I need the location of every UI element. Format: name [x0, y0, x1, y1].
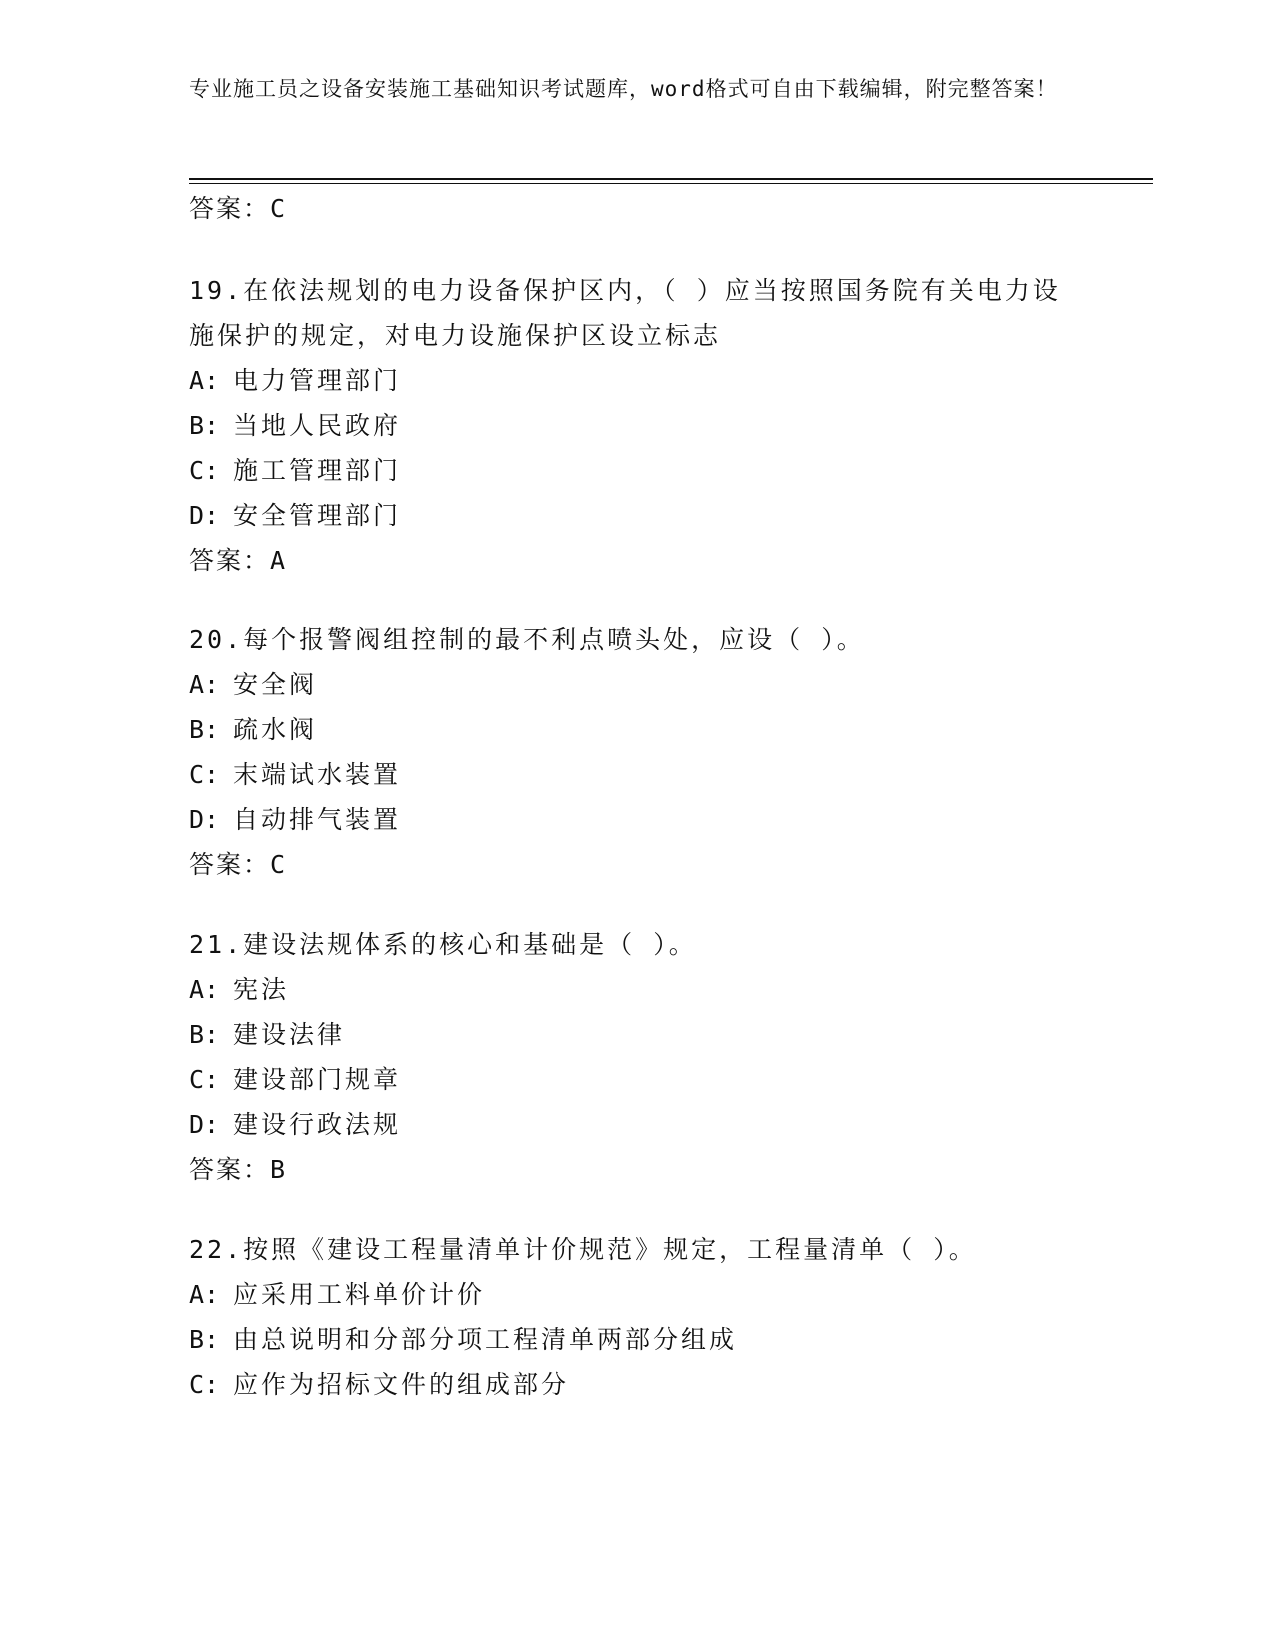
option-text: 电力管理部门	[233, 366, 402, 395]
answer-label: 答案：	[189, 546, 271, 575]
answer-value: A	[270, 546, 286, 575]
answer-label: 答案：	[189, 1155, 271, 1184]
option-text: 建设行政法规	[233, 1110, 402, 1139]
option-b	[189, 403, 1069, 448]
answer-label: 答案：	[189, 194, 271, 223]
option-letter: A:	[189, 1280, 220, 1309]
option-c	[189, 752, 1069, 797]
question-answer	[189, 538, 1069, 583]
option-letter: C:	[189, 1065, 220, 1094]
question-21	[189, 922, 1069, 1192]
option-d	[189, 1102, 1069, 1147]
answer-value: B	[270, 1155, 286, 1184]
answer-value: C	[270, 850, 286, 879]
option-letter: A:	[189, 366, 220, 395]
option-a	[189, 358, 1069, 403]
option-letter: D:	[189, 501, 220, 530]
option-c	[189, 448, 1069, 493]
option-letter: C:	[189, 760, 220, 789]
option-a	[189, 1272, 1069, 1317]
option-c	[189, 1057, 1069, 1102]
header-divider-thin	[189, 183, 1153, 184]
document-header: 专业施工员之设备安装施工基础知识考试题库，word格式可自由下载编辑，附完整答案！	[189, 77, 1058, 101]
option-letter: B:	[189, 715, 220, 744]
option-letter: C:	[189, 456, 220, 485]
option-b	[189, 707, 1069, 752]
option-text: 应采用工料单价计价	[233, 1280, 486, 1309]
question-answer	[189, 842, 1069, 887]
option-a	[189, 967, 1069, 1012]
option-text: 宪法	[233, 975, 290, 1004]
question-stem: 22.按照《建设工程量清单计价规范》规定，工程量清单（ ）。	[189, 1235, 977, 1264]
option-letter: C:	[189, 1370, 220, 1399]
question-answer	[189, 1147, 1069, 1192]
option-text: 应作为招标文件的组成部分	[233, 1370, 570, 1399]
option-text: 末端试水装置	[233, 760, 402, 789]
answer-value: C	[270, 194, 286, 223]
header-divider-thick	[189, 178, 1153, 180]
option-b	[189, 1012, 1069, 1057]
question-stem: 21.建设法规体系的核心和基础是（ ）。	[189, 930, 697, 959]
option-letter: A:	[189, 975, 220, 1004]
option-letter: A:	[189, 670, 220, 699]
option-letter: D:	[189, 1110, 220, 1139]
question-stem: 19.在依法规划的电力设备保护区内，（ ）应当按照国务院有关电力设施保护的规定，对电力设施保护区设立标志	[189, 276, 1061, 350]
option-b	[189, 1317, 1069, 1362]
option-text: 当地人民政府	[233, 411, 402, 440]
question-22	[189, 1227, 1069, 1407]
option-letter: D:	[189, 805, 220, 834]
previous-answer	[189, 192, 285, 226]
option-text: 建设部门规章	[233, 1065, 402, 1094]
question-stem: 20.每个报警阀组控制的最不利点喷头处，应设（ ）。	[189, 625, 865, 654]
option-c	[189, 1362, 1069, 1407]
option-letter: B:	[189, 411, 220, 440]
option-text: 建设法律	[233, 1020, 346, 1049]
option-text: 由总说明和分部分项工程清单两部分组成	[233, 1325, 738, 1354]
option-d	[189, 797, 1069, 842]
answer-label: 答案：	[189, 850, 271, 879]
option-d	[189, 493, 1069, 538]
option-letter: B:	[189, 1020, 220, 1049]
option-letter: B:	[189, 1325, 220, 1354]
option-a	[189, 662, 1069, 707]
option-text: 疏水阀	[233, 715, 318, 744]
option-text: 安全阀	[233, 670, 318, 699]
option-text: 安全管理部门	[233, 501, 402, 530]
option-text: 自动排气装置	[233, 805, 402, 834]
question-20	[189, 617, 1069, 887]
question-19	[189, 268, 1069, 583]
option-text: 施工管理部门	[233, 456, 402, 485]
